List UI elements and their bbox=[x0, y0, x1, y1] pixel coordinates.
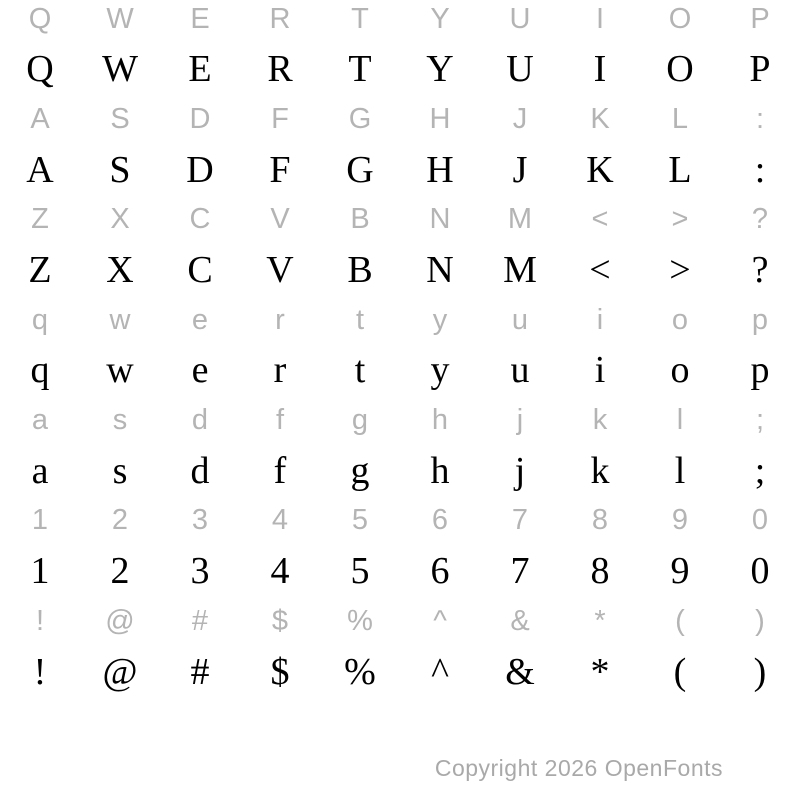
reference-glyph: K bbox=[590, 102, 610, 135]
font-glyph: ; bbox=[754, 449, 766, 492]
reference-glyph: : bbox=[755, 102, 765, 135]
reference-glyph: N bbox=[429, 203, 451, 236]
font-glyph: 6 bbox=[430, 550, 450, 593]
reference-glyph: X bbox=[110, 203, 130, 236]
reference-glyph: 3 bbox=[191, 504, 209, 537]
reference-glyph: I bbox=[595, 2, 605, 35]
font-glyph: h bbox=[430, 449, 450, 492]
reference-glyph: & bbox=[510, 604, 530, 637]
font-glyph: ) bbox=[753, 650, 767, 693]
reference-glyph: L bbox=[671, 102, 689, 135]
font-glyph: ^ bbox=[431, 650, 449, 693]
font-glyph: : bbox=[754, 148, 766, 191]
font-glyph: * bbox=[590, 650, 610, 693]
reference-glyph: M bbox=[507, 203, 533, 236]
reference-glyph: * bbox=[594, 604, 606, 637]
font-glyph: E bbox=[188, 48, 212, 91]
reference-glyph: 9 bbox=[671, 504, 689, 537]
font-glyph: 8 bbox=[590, 550, 610, 593]
reference-glyph: f bbox=[275, 404, 285, 437]
reference-glyph: A bbox=[30, 102, 50, 135]
font-glyph: Q bbox=[26, 48, 54, 91]
font-glyph: L bbox=[668, 148, 692, 191]
font-glyph: A bbox=[26, 148, 54, 191]
reference-glyph: ( bbox=[675, 604, 685, 637]
font-glyph: U bbox=[506, 48, 534, 91]
font-glyph: a bbox=[31, 449, 49, 492]
font-glyph: u bbox=[510, 349, 530, 392]
reference-glyph: g bbox=[351, 404, 369, 437]
reference-glyph: # bbox=[191, 604, 209, 637]
font-glyph: 4 bbox=[270, 550, 290, 593]
font-glyph: < bbox=[589, 249, 611, 292]
font-glyph: 0 bbox=[750, 550, 770, 593]
font-glyph: Z bbox=[28, 249, 52, 292]
font-glyph: s bbox=[112, 449, 128, 492]
reference-glyph: 5 bbox=[351, 504, 369, 537]
font-glyph: 5 bbox=[350, 550, 370, 593]
reference-glyph: k bbox=[592, 404, 608, 437]
reference-glyph: t bbox=[355, 303, 365, 336]
reference-glyph: l bbox=[676, 404, 684, 437]
font-glyph: l bbox=[674, 449, 686, 492]
font-glyph: f bbox=[273, 449, 287, 492]
font-glyph: e bbox=[191, 349, 209, 392]
reference-glyph: j bbox=[516, 404, 524, 437]
reference-glyph: Q bbox=[28, 2, 52, 35]
font-glyph: i bbox=[594, 349, 606, 392]
copyright-text: Copyright 2026 OpenFonts bbox=[434, 755, 723, 781]
reference-glyph: r bbox=[275, 303, 285, 336]
reference-glyph: ^ bbox=[433, 604, 447, 637]
font-glyph: r bbox=[273, 349, 287, 392]
font-glyph: j bbox=[514, 449, 526, 492]
font-glyph: T bbox=[348, 48, 372, 91]
reference-glyph: e bbox=[191, 303, 209, 336]
font-glyph: % bbox=[344, 650, 376, 693]
reference-glyph: G bbox=[348, 102, 372, 135]
font-glyph: o bbox=[670, 349, 690, 392]
reference-glyph: Y bbox=[430, 2, 450, 35]
font-glyph: 7 bbox=[510, 550, 530, 593]
reference-glyph: i bbox=[596, 303, 604, 336]
reference-glyph: > bbox=[671, 203, 689, 236]
font-glyph: # bbox=[190, 650, 210, 693]
reference-glyph: ) bbox=[755, 604, 765, 637]
reference-glyph: y bbox=[432, 303, 448, 336]
font-glyph: K bbox=[586, 148, 614, 191]
font-glyph: P bbox=[749, 48, 771, 91]
font-glyph: 2 bbox=[110, 550, 130, 593]
font-glyph: Y bbox=[426, 48, 454, 91]
font-glyph: @ bbox=[102, 650, 138, 693]
font-glyph: M bbox=[503, 249, 537, 292]
reference-glyph: V bbox=[270, 203, 290, 236]
font-glyph: q bbox=[30, 349, 50, 392]
font-glyph: H bbox=[426, 148, 454, 191]
font-glyph: d bbox=[190, 449, 210, 492]
reference-glyph: ! bbox=[35, 604, 45, 637]
reference-glyph: F bbox=[271, 102, 289, 135]
font-glyph: C bbox=[187, 249, 213, 292]
reference-glyph: U bbox=[509, 2, 531, 35]
reference-glyph: R bbox=[269, 2, 291, 35]
font-glyph: y bbox=[430, 349, 450, 392]
reference-glyph: w bbox=[109, 303, 131, 336]
reference-glyph: D bbox=[189, 102, 211, 135]
reference-glyph: S bbox=[110, 102, 130, 135]
font-glyph: ( bbox=[673, 650, 687, 693]
reference-glyph: o bbox=[671, 303, 689, 336]
font-glyph: V bbox=[266, 249, 294, 292]
reference-glyph: W bbox=[106, 2, 134, 35]
reference-glyph: % bbox=[347, 604, 373, 637]
reference-glyph: ? bbox=[751, 203, 769, 236]
font-glyph: > bbox=[669, 249, 691, 292]
reference-glyph: ; bbox=[755, 404, 765, 437]
font-glyph: S bbox=[109, 148, 131, 191]
reference-glyph: B bbox=[350, 203, 370, 236]
reference-glyph: u bbox=[511, 303, 529, 336]
reference-glyph: 4 bbox=[271, 504, 289, 537]
font-glyph: & bbox=[505, 650, 535, 693]
font-glyph: B bbox=[347, 249, 373, 292]
font-glyph: J bbox=[512, 148, 528, 191]
font-glyph: W bbox=[102, 48, 138, 91]
font-glyph: w bbox=[106, 349, 134, 392]
font-glyph: I bbox=[593, 48, 607, 91]
font-glyph: k bbox=[590, 449, 610, 492]
font-glyph: p bbox=[750, 349, 770, 392]
font-glyph: ? bbox=[751, 249, 769, 292]
reference-glyph: < bbox=[591, 203, 609, 236]
font-glyph: O bbox=[666, 48, 694, 91]
reference-glyph: @ bbox=[105, 604, 135, 637]
font-glyph: 1 bbox=[30, 550, 50, 593]
font-glyph: 9 bbox=[670, 550, 690, 593]
font-glyph: R bbox=[267, 48, 293, 91]
font-glyph: F bbox=[269, 148, 291, 191]
reference-glyph: s bbox=[112, 404, 128, 437]
reference-glyph: 2 bbox=[111, 504, 129, 537]
reference-glyph: O bbox=[668, 2, 692, 35]
reference-glyph: T bbox=[351, 2, 369, 35]
reference-glyph: q bbox=[31, 303, 49, 336]
font-glyph: D bbox=[186, 148, 214, 191]
reference-glyph: E bbox=[190, 2, 210, 35]
reference-glyph: 1 bbox=[31, 504, 49, 537]
font-glyph: g bbox=[350, 449, 370, 492]
font-glyph: ! bbox=[33, 650, 47, 693]
reference-glyph: 7 bbox=[511, 504, 529, 537]
reference-glyph: 8 bbox=[591, 504, 609, 537]
font-glyph: N bbox=[426, 249, 454, 292]
font-glyph: 3 bbox=[190, 550, 210, 593]
reference-glyph: H bbox=[429, 102, 451, 135]
reference-glyph: Z bbox=[31, 203, 49, 236]
font-glyph: t bbox=[354, 349, 366, 392]
font-glyph: $ bbox=[270, 650, 290, 693]
reference-glyph: C bbox=[189, 203, 211, 236]
font-glyph: X bbox=[106, 249, 134, 292]
reference-glyph: a bbox=[31, 404, 49, 437]
reference-glyph: p bbox=[751, 303, 769, 336]
reference-glyph: 0 bbox=[751, 504, 769, 537]
reference-glyph: 6 bbox=[431, 504, 449, 537]
reference-glyph: d bbox=[191, 404, 209, 437]
reference-glyph: h bbox=[431, 404, 449, 437]
reference-glyph: P bbox=[750, 2, 770, 35]
reference-glyph: $ bbox=[271, 604, 289, 637]
font-glyph: G bbox=[346, 148, 374, 191]
reference-glyph: J bbox=[512, 102, 528, 135]
